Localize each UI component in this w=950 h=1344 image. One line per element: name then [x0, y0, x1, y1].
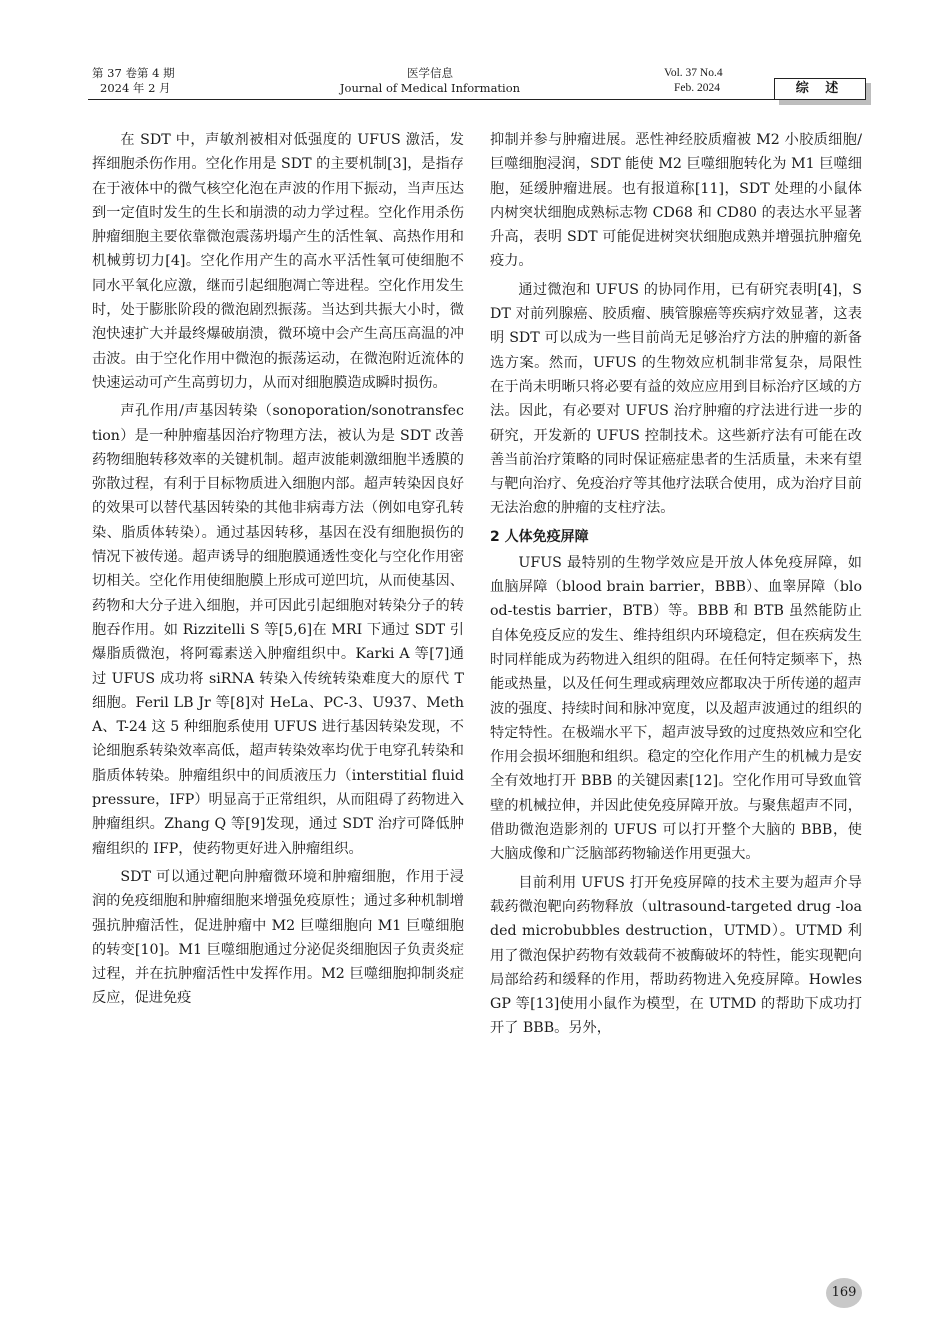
issue-volume: 第 37 卷第 4 期 [92, 66, 175, 80]
journal-name [330, 66, 530, 96]
paragraph: 声孔作用/声基因转染（sonoporation/sonotransfection）是一种肿瘤基因治疗物理方法，被认为是 SDT 改善药物细胞转移效率的关键机制。超声波能刺激细胞半透膜的弥散过程，有利于目标物质进入细胞内部。超声转染因良好的效果可以替代基因转染的其他非病毒方法（例如电穿孔转染、脂质体转染）。通过基因转移，基因在没有细胞损伤的情况下被传递。超声诱导的细胞膜通透性变化与空化作用密切相关。空化作用使细胞膜上形成可逆凹坑，从而使基因、药物和大分子进入细胞，并可因此引起细胞对转染分子的转胞吞作用。如 Rizzitelli S 等[5,6]在 MRI 下通过 SDT 引爆脂质微泡，将阿霉素送入肿瘤组织中。Karki A 等[7]通过 UFUS 成功将 siRNA 转染入传统转染难度大的原代 T 细胞。Feril LB Jr 等[8]对 HeLa、PC-3、U937、Meth A、T-24 这 5 种细胞系使用 UFUS 进行基因转染发现，不论细胞系转染效率高低，超声转染效率均优于电穿孔转染和脂质体转染。肿瘤组织中的间质液压力（interstitial fluid pressure，IFP）明显高于正常组织，从而阻碍了药物进入肿瘤组织。Zhang Q 等[9]发现，通过 SDT 治疗可降低肿瘤组织的 IFP，使药物更好进入肿瘤组织。 [92, 403, 464, 857]
left-column [92, 128, 464, 1015]
page-header [0, 0, 950, 110]
journal-name-cn: 医学信息 [407, 66, 453, 80]
paragraph: 在 SDT 中，声敏剂被相对低强度的 UFUS 激活，发挥细胞杀伤作用。空化作用是 SDT 的主要机制[3]，是指存在于液体中的微气核空化泡在声波的作用下振动，当声压达到一定值时发生的生长和崩溃的动力学过程。空化作用杀伤肿瘤细胞主要依靠微泡震荡坍塌产生的活性氧、高热作用和机械剪切力[4]。空化作用产生的高水平活性氧可使细胞不同水平氧化应激，继而引起细胞凋亡等进程。空化作用发生时，处于膨胀阶段的微泡剧烈振荡。当达到共振大小时，微泡快速扩大并最终爆破崩溃，微环境中会产生高压高温的冲击波。由于空化作用中微泡的振荡运动，在微泡附近流体的快速运动可产生高剪切力，从而对细胞膜造成瞬时损伤。 [92, 132, 464, 391]
section-heading: 2 人体免疫屏障 [490, 528, 589, 545]
page-number: 169 [826, 1278, 862, 1308]
paragraph: 抑制并参与肿瘤进展。恶性神经胶质瘤被 M2 小胶质细胞/巨噬细胞浸润，SDT 能使 M2 巨噬细胞转化为 M1 巨噬细胞，延缓肿瘤进展。也有报道称[11]，SDT 处理的小鼠体内树突状细胞成熟标志物 CD68 和 CD80 的表达水平显著升高，表明 SDT 可能促进树突状细胞成熟并增强抗肿瘤免疫力。 [490, 132, 862, 270]
section-badge: 综 述 [774, 78, 866, 100]
journal-issue [92, 66, 175, 96]
issue-date: 2024 年 2 月 [100, 81, 171, 95]
issue-date-en: Feb. 2024 [674, 82, 720, 94]
paragraph: 目前利用 UFUS 打开免疫屏障的技术主要为超声介导载药微泡靶向药物释放（ultrasound-targeted drug -loaded microbubbles destruction，UTMD）。UTMD 利用了微泡保护药物有效载荷不被酶破坏的特性，能实现靶向局部给药和缓释的作用，帮助药物进入免疫屏障。Howles GP 等[13]使用小鼠作为模型，在 UTMD 的帮助下成功打开了 BBB。另外， [490, 874, 862, 1037]
header-rule [88, 99, 774, 100]
paragraph: SDT 可以通过靶向肿瘤微环境和肿瘤细胞，作用于浸润的免疫细胞和肿瘤细胞来增强免疫原性；通过多种机制增强抗肿瘤活性，促进肿瘤中 M2 巨噬细胞向 M1 巨噬细胞的转变[10]。M1 巨噬细胞通过分泌促炎细胞因子负责炎症过程，并在抗肿瘤活性中发挥作用。M2 巨噬细胞抑制炎症反应，促进免疫 [92, 868, 464, 1007]
journal-issue-en [664, 66, 723, 96]
paragraph: UFUS 最特别的生物学效应是开放人体免疫屏障，如血脑屏障（blood brain barrier，BBB）、血睾屏障（blood-testis barrier，BTB）等。BBB 和 BTB 虽然能防止自体免疫反应的发生、维持组织内环境稳定，但在疾病发生时同样能成为药物进入组织的阻碍。在任何特定频率下，热能或热量，以及任何生理或病理效应都取决于所传递的超声波的强度、持续时间和脉冲宽度，以及超声波通过的组织的特定特性。在极端水平下，超声波导致的过度热效应和空化作用会损坏细胞和组织。稳定的空化作用产生的机械力是安全有效地打开 BBB 的关键因素[12]。空化作用可导致血管壁的机械拉伸，并因此使免疫屏障开放。与聚焦超声不同，借助微泡造影剂的 UFUS 可以打开整个大脑的 BBB，使大脑成像和广泛脑部药物输送作用更强大。 [490, 554, 862, 863]
paragraph: 通过微泡和 UFUS 的协同作用，已有研究表明[4]，SDT 对前列腺癌、胶质瘤、胰管腺癌等疾病疗效显著，这表明 SDT 可以成为一些目前尚无足够治疗方法的肿瘤的新备选方案。然而，UFUS 的生物效应机制非常复杂，局限性在于尚未明晰只将必要有益的效应应用到目标治疗区域的方法。因此，有必要对 UFUS 治疗肿瘤的疗法进行进一步的研究，开发新的 UFUS 控制技术。这些新疗法有可能在改善当前治疗策略的同时保证癌症患者的生活质量，未来有望与靶向治疗、免疫治疗等其他疗法联合使用，成为治疗目前无法治愈的肿瘤的支柱疗法。 [490, 281, 862, 517]
journal-name-en: Journal of Medical Information [339, 81, 521, 95]
right-column [490, 128, 862, 1045]
issue-volume-en: Vol. 37 No.4 [664, 67, 723, 79]
